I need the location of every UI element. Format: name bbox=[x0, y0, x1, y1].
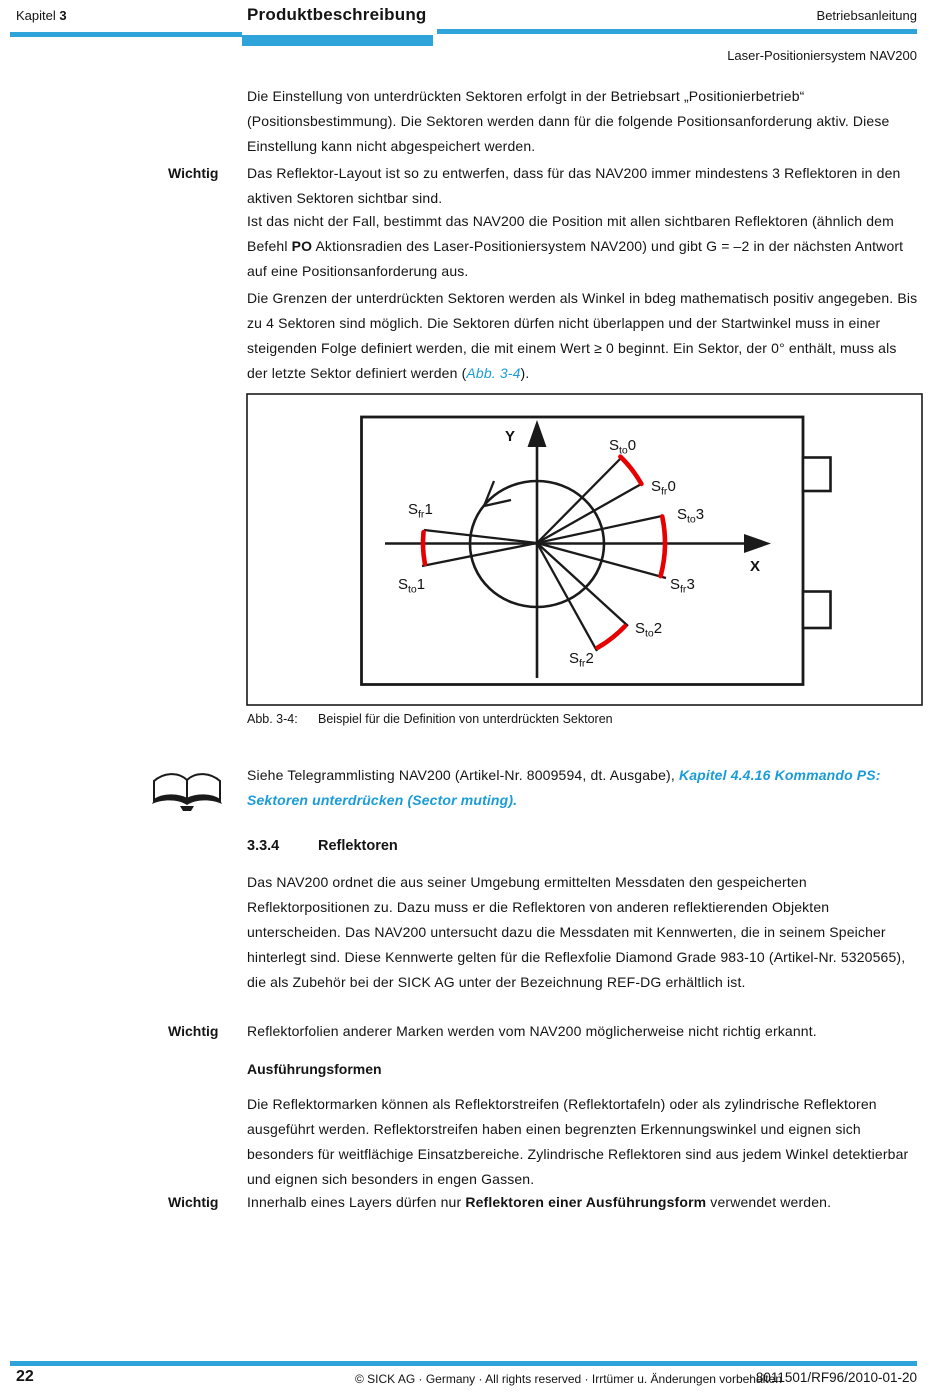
label-sfr0: $S_{fr}0$ bbox=[651, 478, 676, 498]
text-run: Siehe Telegrammlisting NAV200 (Artikel-Nr. 8009594, dt. Ausgabe), bbox=[247, 767, 679, 783]
open-book-icon bbox=[150, 768, 224, 816]
section-title: Reflektoren bbox=[318, 838, 398, 854]
label-sfr3: $S_{fr}3$ bbox=[670, 576, 695, 596]
figure-caption-text: Beispiel für die Definition von unterdrückten Sektoren bbox=[318, 712, 613, 726]
connector-bottom bbox=[803, 592, 831, 629]
text-run: ). bbox=[520, 365, 530, 381]
paragraph-ausfuehrung: Die Reflektormarken können als Reflektorstreifen (Reflektortafeln) oder als zylindrische Reflektoren ausgeführt werden. Reflektorstreifen haben einen begrenzten Erkennungswinkel und eignen sich besonders für weitflächige Einsatzbereiche. Zylindrische Reflektoren sind aus jedem Winkel detektierbar und eignen sich besonders in engen Gassen. bbox=[247, 1096, 909, 1187]
figure-caption bbox=[247, 711, 613, 727]
chapter-word: Kapitel bbox=[16, 8, 56, 23]
label-sfr2: $S_{fr}2$ bbox=[569, 650, 594, 670]
scanner-housing bbox=[362, 417, 804, 685]
label-sto1: $S_{to}1$ bbox=[398, 576, 426, 596]
label-sto0: $S_{to}0$ bbox=[609, 437, 637, 457]
text-run: Reflektoren einer Ausführungsform bbox=[465, 1194, 707, 1210]
cross-reference-link[interactable]: Kapitel 4.4.16 Kommando PS: Sektoren unterdrücken (Sector muting). bbox=[247, 767, 881, 808]
reference-note bbox=[247, 763, 919, 813]
text-run: Aktionsradien des Laser-Positioniersystem NAV200) und gibt G = –2 in der nächsten Antwort auf eine Positionsanforderung aus. bbox=[247, 238, 904, 279]
text-run: verwendet werden. bbox=[706, 1194, 832, 1210]
paragraph-intro: Die Einstellung von unterdrückten Sektoren erfolgt in der Betriebsart „Positionierbetrieb“ (Positionsbestimmung). Die Sektoren werden dann für die folgende Positionsanforderung aktiv. Diese Einstellung kann nicht abgespeichert werden. bbox=[247, 88, 890, 154]
label-sfr1: $S_{fr}1$ bbox=[408, 501, 433, 521]
x-axis-label: X bbox=[750, 558, 761, 575]
figure-abb-3-4 bbox=[246, 393, 923, 706]
wichtig-label-3: Wichtig bbox=[168, 1194, 219, 1210]
section-number: 3.3.4 bbox=[247, 838, 280, 854]
section-heading bbox=[247, 838, 398, 854]
text-run: Die Grenzen der unterdrückten Sektoren werden als Winkel in bdeg mathematisch positiv angegeben. Bis zu 4 Sektoren sind möglich. Die Sektoren dürfen nicht überlappen und der Startwinkel muss in einer steigenden Folge definiert werden, die mit einem Wert ≥ 0 beginnt. Ein Sektor, der 0° enthält, muss als der letzte Sektor definiert werden ( bbox=[247, 290, 918, 381]
text-run: Innerhalb eines Layers dürfen nur bbox=[247, 1194, 466, 1210]
product-name: Laser-Positioniersystem NAV200 bbox=[727, 48, 917, 63]
label-sto3: $S_{to}3$ bbox=[677, 506, 705, 526]
text-run: PO bbox=[291, 238, 313, 254]
header-rule-center bbox=[242, 35, 433, 46]
wichtig-label-2: Wichtig bbox=[168, 1023, 219, 1039]
wichtig-text-3 bbox=[247, 1190, 919, 1215]
figure-caption-number: Abb. 3-4: bbox=[247, 712, 298, 726]
header-rule-left bbox=[10, 32, 242, 37]
cross-reference-link[interactable]: Abb. 3-4 bbox=[466, 365, 521, 381]
page-number: 22 bbox=[16, 1368, 34, 1385]
copyright-line: © SICK AG · Germany · All rights reserved · Irrtümer u. Änderungen vorbehalten bbox=[354, 1372, 782, 1386]
paragraph-reflektoren: Das NAV200 ordnet die aus seiner Umgebung ermittelten Messdaten den gespeicherten Reflektorpositionen zu. Dazu muss er die Reflektoren von anderen reflektierenden Objekten unterscheiden. Das NAV200 untersucht dazu die Messdaten mit Kennwerten, die in seinem Speicher hinterlegt sind. Diese Kennwerte gelten für die Reflexfolie Diamond Grade 983-10 (Artikel-Nr. 5320565), die als Zubehör bei der SICK AG unter der Bezeichnung REF-DG erhältlich ist. bbox=[247, 874, 906, 990]
text-run: Ist das nicht der Fall, bestimmt das NAV200 die Position mit allen sichtbaren Reflektoren (ähnlich dem Befehl bbox=[247, 213, 894, 254]
subheading-ausfuehrungsformen: Ausführungsformen bbox=[247, 1061, 382, 1077]
footer-rule bbox=[10, 1361, 917, 1366]
paragraph-fall bbox=[247, 209, 919, 284]
wichtig-text-2: Reflektorfolien anderer Marken werden vom NAV200 möglicherweise nicht richtig erkannt. bbox=[247, 1023, 817, 1039]
chapter-number: 3 bbox=[59, 8, 67, 23]
page-title: Produktbeschreibung bbox=[247, 5, 427, 24]
sector1-arc bbox=[423, 532, 425, 564]
wichtig-label-1: Wichtig bbox=[168, 165, 219, 181]
sector-diagram bbox=[246, 393, 923, 706]
chapter-label bbox=[16, 8, 67, 23]
document-id: 8011501/RF96/2010-01-20 bbox=[755, 1370, 917, 1385]
label-sto2: $S_{to}2$ bbox=[635, 620, 663, 640]
document-type: Betriebsanleitung bbox=[816, 8, 917, 23]
paragraph-grenzen bbox=[247, 286, 919, 386]
wichtig-text-1: Das Reflektor-Layout ist so zu entwerfen, dass für das NAV200 immer mindestens 3 Reflektoren in den aktiven Sektoren sichtbar sind. bbox=[247, 165, 901, 206]
y-axis-label: Y bbox=[505, 428, 516, 445]
connector-top bbox=[803, 458, 831, 492]
header-rule-right bbox=[437, 29, 917, 34]
